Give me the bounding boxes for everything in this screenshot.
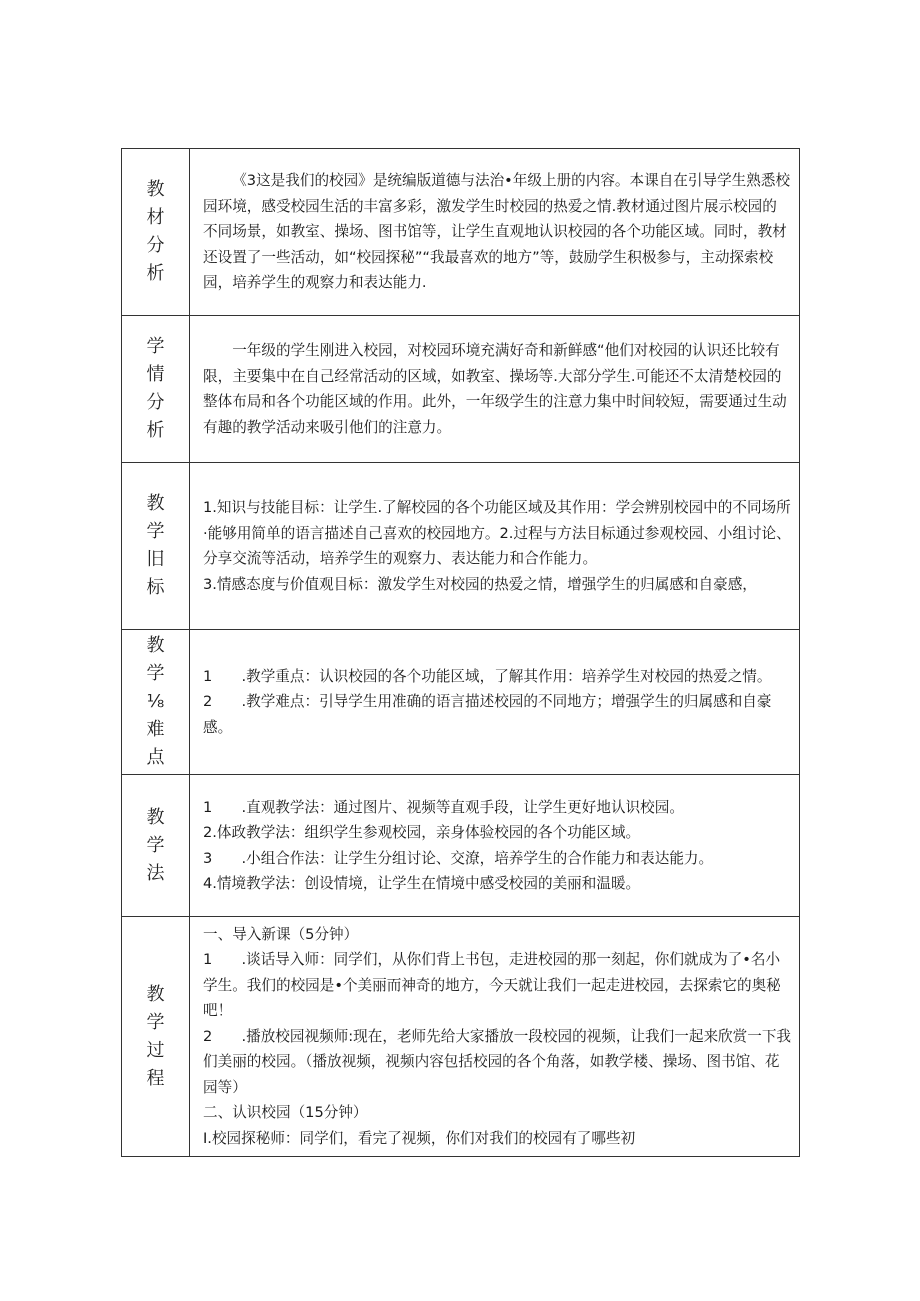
row-content-cell — [190, 630, 800, 775]
row-label: 教学过程 — [146, 983, 165, 1089]
row-label-cell — [122, 463, 190, 630]
row-content-cell — [190, 149, 800, 316]
content-paragraph: 2 .播放校园视频师:现在，老师先给大家播放一段校园的视频，让我们一起来欣赏一下我们美丽的校园。（播放视频，视频内容包括校园的各个角落，如教学楼、操场、图书馆、花园等） — [203, 1027, 792, 1096]
row-label-cell — [122, 316, 190, 463]
table-row-teaching-methods — [122, 775, 800, 917]
row-content-cell — [190, 463, 800, 630]
content-paragraph: 二、认识校园（15分钟） — [203, 1104, 368, 1122]
row-content-cell — [190, 775, 800, 917]
row-content-cell — [190, 917, 800, 1157]
content-paragraph: 一、导入新课（5分钟） — [203, 925, 359, 943]
content-paragraph: 1.知识与技能目标：让学生.了解校园的各个功能区域及其作用：学会辨别校园中的不同场所·能够用简单的语言描述自己喜欢的校园地方。2.过程与方法目标通过参观校园、小组讨论、分享交流等活动，培养学生的观察力、表达能力和合作能力。 — [203, 499, 791, 567]
content-paragraph: 《3这是我们的校园》是统编版道德与法治•年级上册的内容。本课自在引导学生熟悉校园环境，感受校园生活的丰富多彩，激发学生时校园的热爱之情.教材通过图片展示校园的不同场景，如教室、操场、图书馆等，让学生直观地认识校园的各个功能区域。同时，教材还设置了一些活动，如“校园探秘”“我最喜欢的地方”等，鼓励学生积极参与，主动探索校园，培养学生的观察力和表达能力. — [203, 172, 791, 292]
content-paragraph: 4.情境教学法：创设情境，让学生在情境中感受校园的美丽和温暖。 — [203, 875, 641, 892]
content-paragraph: 1 .直观教学法：通过图片、视频等直观手段，让学生更好地认识校园。 — [203, 798, 684, 816]
content-paragraph: 1 .教学重点：认识校园的各个功能区域，了解其作用：培养学生对校园的热爱之情。 — [203, 667, 772, 685]
row-label-cell — [122, 630, 190, 775]
lesson-plan-table — [121, 148, 800, 1157]
content-paragraph: 2 .教学难点：引导学生用准确的语言描述校园的不同地方；增强学生的归属感和自豪感。 — [203, 693, 772, 736]
content-paragraph: 3 .小组合作法：让学生分组讨论、交潦，培养学生的合作能力和表达能力。 — [203, 849, 714, 867]
row-label: 教学旧标 — [146, 493, 165, 598]
row-label-cell — [122, 149, 190, 316]
row-label: 教材分析 — [146, 179, 165, 284]
table-row-student-analysis — [122, 316, 800, 463]
row-label: 教学法 — [146, 806, 165, 884]
content-paragraph: I.校园探秘师：同学们，看完了视频，你们对我们的校园有了哪些初 — [203, 1129, 636, 1147]
row-label-cell — [122, 917, 190, 1157]
table-row-textbook-analysis — [122, 149, 800, 316]
content-paragraph: 2.体政教学法：组织学生参观校园，亲身体验校园的各个功能区域。 — [203, 824, 641, 841]
table-row-teaching-process — [122, 917, 800, 1157]
row-label-cell — [122, 775, 190, 917]
content-paragraph: 3.情感态度与价值观目标：激发学生对校园的热爱之情，增强学生的归属感和自豪感， — [203, 575, 757, 593]
table-row-teaching-goals — [122, 463, 800, 630]
row-label: 教学⅛难点 — [146, 635, 165, 768]
row-content-cell — [190, 316, 800, 463]
content-paragraph: 一年级的学生刚进入校园，对校园环境充满好奇和新鲜感“他们对校园的认识还比较有限，主要集中在自己经常活动的区域，如教室、操场等.大部分学生.可能还不太清楚校园的整体布局和各个功能区域的作用。此外，一年级学生的注意力集中时间较短，需要通过生动有趣的教学活动来吸引他们的注意力。 — [203, 342, 787, 436]
row-label: 学情分析 — [146, 336, 165, 441]
table-row-key-points — [122, 630, 800, 775]
content-paragraph: 1 .谈话导入师：同学们，从你们背上书包，走进校园的那一刻起，你们就成为了•名小学生。我们的校园是•个美丽而神奇的地方，今天就让我们一起走进校园，去探索它的奥秘吧！ — [203, 951, 781, 1020]
